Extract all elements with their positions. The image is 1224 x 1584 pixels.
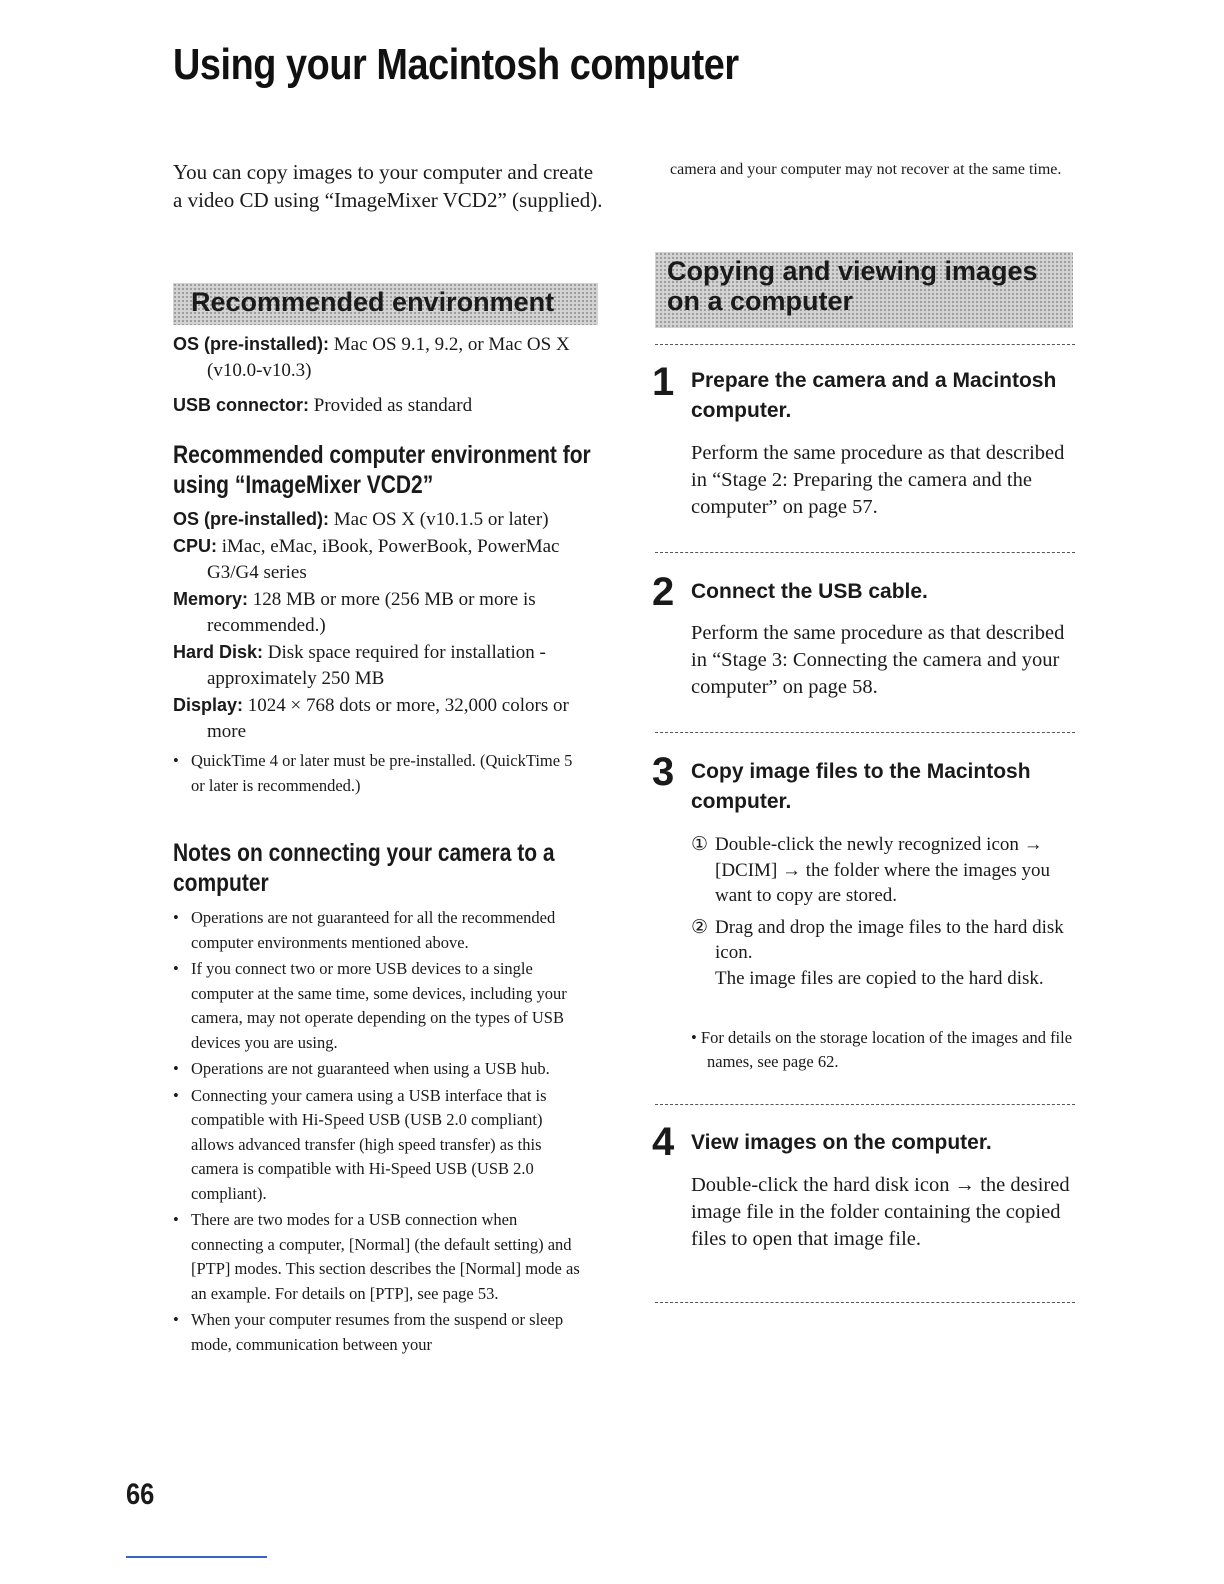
- substep-item: ② Drag and drop the image files to the hard disk icon. The image files are copied to the hard disk.: [691, 916, 1064, 989]
- step-1-title: Prepare the camera and a Macintosh computer.: [691, 369, 1057, 422]
- notes-heading: Notes on connecting your camera to a computer: [173, 839, 555, 897]
- step-2-title: Connect the USB cable.: [691, 580, 928, 603]
- step-3-substeps: [691, 832, 1081, 997]
- step-2-body: Perform the same procedure as that described in “Stage 3: Connecting the camera and your computer” on page 58.: [691, 622, 1065, 698]
- substep-item: ① Double-click the newly recognized icon → [DCIM] → the folder where the images you want to copy are stored.: [691, 834, 1051, 906]
- note-item: • If you connect two or more USB devices to a single computer at the same time, some devices, including your camera, may not operate depending on the types of USB devices you are using.: [173, 957, 583, 1055]
- spec-os: OS (pre-installed): Mac OS 9.1, 9.2, or Mac OS X (v10.0-v10.3): [173, 334, 570, 381]
- step-3-number: 3: [652, 750, 675, 794]
- quicktime-note: • QuickTime 4 or later must be pre-installed. (QuickTime 5 or later is recommended.): [173, 749, 573, 798]
- recommended-specs: [173, 331, 603, 419]
- note-item: • Connecting your camera using a USB interface that is compatible with Hi-Speed USB (USB 2.0 compliant) allows advanced transfer (high speed transfer) as this camera is compatible with Hi-Speed USB (USB 2.0 compliant).: [173, 1084, 583, 1207]
- substep-marker: ①: [691, 834, 709, 855]
- vcd-spec-memory: Memory: 128 MB or more (256 MB or more is recommended.): [173, 589, 536, 636]
- divider: [655, 1302, 1075, 1303]
- notes-section: [173, 838, 603, 1359]
- note-item: • Operations are not guaranteed for all the recommended computer environments mentioned above.: [173, 906, 583, 955]
- step-3-note-wrap: [691, 1026, 1081, 1074]
- divider: [655, 1104, 1075, 1105]
- divider: [655, 344, 1075, 345]
- divider: [655, 552, 1075, 553]
- step-1-body: Perform the same procedure as that described in “Stage 2: Preparing the camera and the computer” on page 57.: [691, 442, 1065, 518]
- step-3-note: • For details on the storage location of the images and file names, see page 62.: [691, 1028, 1073, 1071]
- continued-note: camera and your computer may not recover at the same time.: [670, 161, 1062, 178]
- vcd-heading: Recommended computer environment for using “ImageMixer VCD2”: [173, 441, 591, 499]
- step-1-number: 1: [652, 360, 675, 404]
- step-4-number: 4: [652, 1120, 675, 1164]
- intro-text: You can copy images to your computer and create a video CD using “ImageMixer VCD2” (supplied).: [173, 160, 603, 212]
- step-3-title: Copy image files to the Macintosh computer.: [691, 760, 1031, 813]
- vcd-section: [173, 440, 603, 800]
- step-4-body: Double-click the hard disk icon → the desired image file in the folder containing the copied files to open that image file.: [691, 1174, 1070, 1250]
- vcd-spec-cpu: CPU: iMac, eMac, iBook, PowerBook, PowerMac G3/G4 series: [173, 536, 560, 583]
- vcd-spec-hard-disk: Hard Disk: Disk space required for installation - approximately 250 MB: [173, 642, 546, 689]
- footer-rule: [126, 1556, 267, 1558]
- copying-viewing-banner: Copying and viewing images on a computer: [655, 252, 1073, 328]
- vcd-spec-display: Display: 1024 × 768 dots or more, 32,000 colors or more: [173, 695, 569, 742]
- vcd-spec-os: OS (pre-installed): Mac OS X (v10.1.5 or later): [173, 509, 549, 530]
- recommended-environment-banner: Recommended environment: [173, 283, 598, 325]
- substep-marker: ②: [691, 916, 709, 938]
- page-number: 66: [126, 1478, 155, 1511]
- step-2-number: 2: [652, 570, 675, 614]
- note-item: • There are two modes for a USB connection when connecting a computer, [Normal] (the default setting) and [PTP] modes. This section describes the [Normal] mode as an example. For details on [PTP], see page 53.: [173, 1208, 583, 1306]
- note-item: • Operations are not guaranteed when using a USB hub.: [173, 1057, 583, 1082]
- divider: [655, 732, 1075, 733]
- step-4-title: View images on the computer.: [691, 1131, 992, 1154]
- note-item: • When your computer resumes from the suspend or sleep mode, communication between your: [173, 1308, 583, 1357]
- spec-usb: USB connector: Provided as standard: [173, 395, 473, 416]
- page-title: Using your Macintosh computer: [173, 40, 739, 89]
